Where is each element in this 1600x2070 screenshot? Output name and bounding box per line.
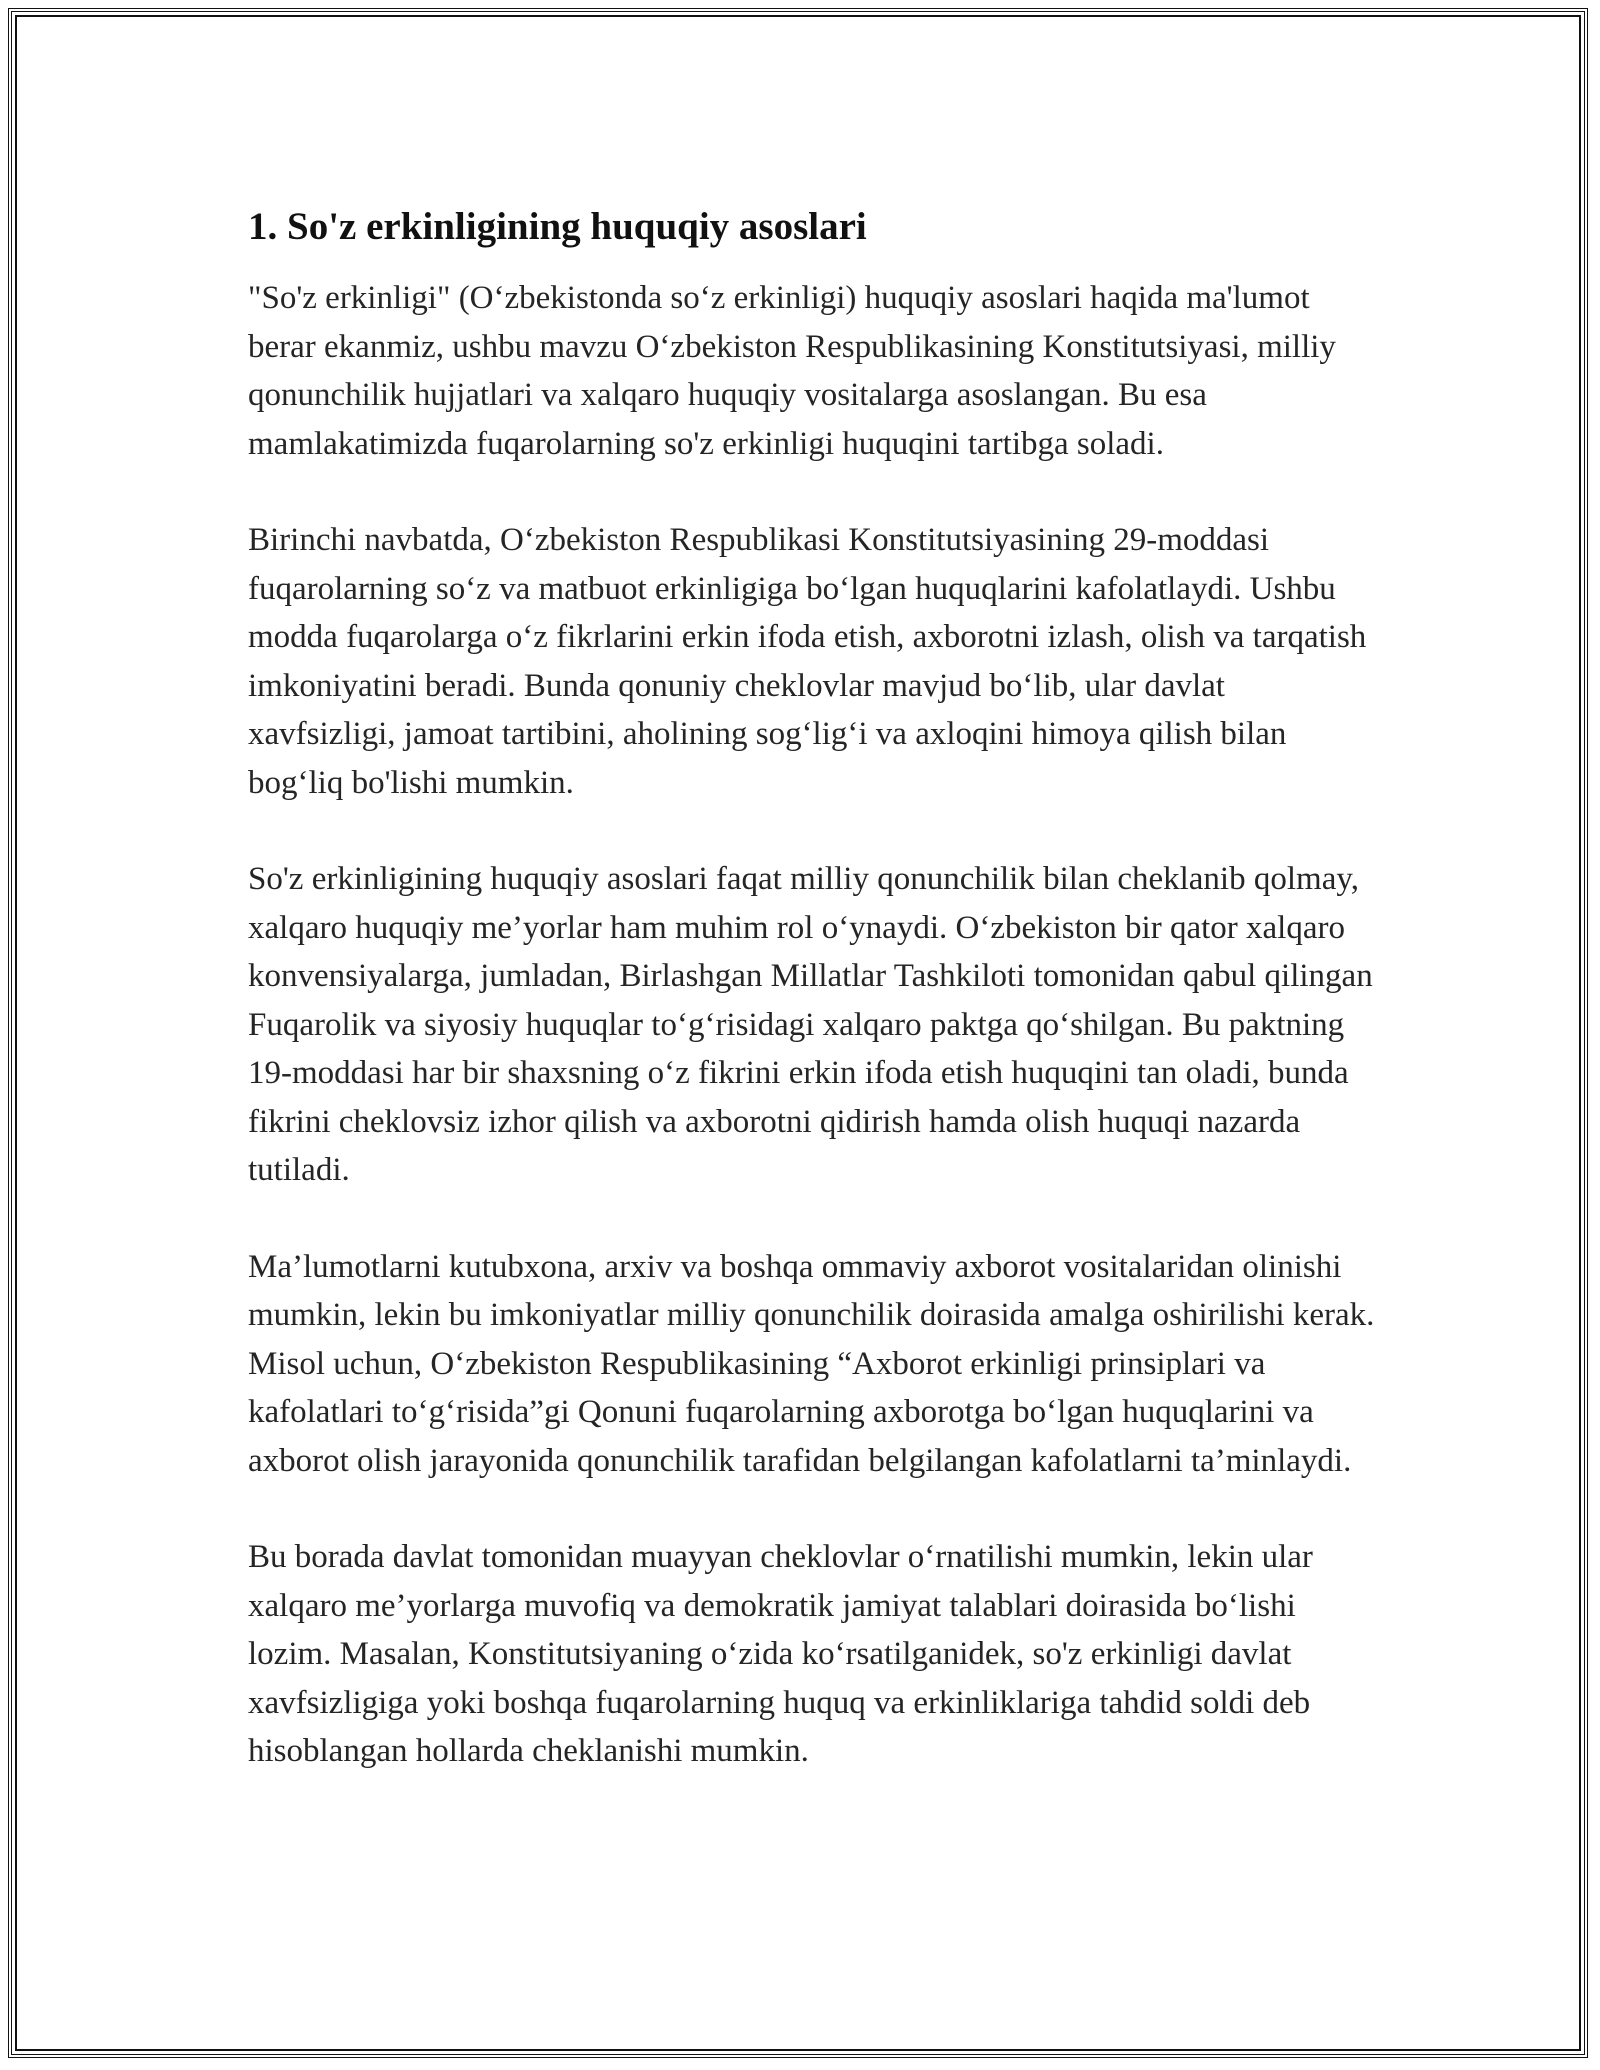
paragraph-5: Bu borada davlat tomonidan muayyan cheklovlar o‘rnatilishi mumkin, lekin ular xalqaro me’yorlarga muvofiq va demokratik jamiyat talablari doirasida bo‘lishi lozim. Masalan, Konstitutsiyaning o‘zida ko‘rsatilganidek, so'z erkinligi davlat xavfsizligiga yoki boshqa fuqarolarning huquq va erkinliklariga tahdid soldi deb hisoblangan hollarda cheklanishi mumkin. [248, 1539, 1313, 1769]
section-title: 1. So'z erkinligining huquqiy asoslari [248, 205, 867, 248]
paragraph-3: So'z erkinligining huquqiy asoslari faqat milliy qonunchilik bilan cheklanib qolmay, xalqaro huquqiy me’yorlar ham muhim rol o‘ynaydi. O‘zbekiston bir qator xalqaro konvensiyalarga, jumladan, Birlashgan Millatlar Tashkiloti tomonidan qabul qilingan Fuqarolik va siyosiy huquqlar to‘g‘risidagi xalqaro paktga qo‘shilgan. Bu paktning 19-moddasi har bir shaxsning o‘z fikrini erkin ifoda etish huquqini tan oladi, bunda fikrini cheklovsiz izhor qilish va axborotni qidirish hamda olish huquqi nazarda tutiladi. [248, 861, 1373, 1188]
document-content [248, 202, 1378, 1824]
paragraph-4: Ma’lumotlarni kutubxona, arxiv va boshqa ommaviy axborot vositalaridan olinishi mumkin, lekin bu imkoniyatlar milliy qonunchilik doirasida amalga oshirilishi kerak. Misol uchun, O‘zbekiston Respublikasining “Axborot erkinligi prinsiplari va kafolatlari to‘g‘risida”gi Qonuni fuqarolarning axborotga bo‘lgan huquqlarini va axborot olish jarayonida qonunchilik tarafidan belgilangan kafolatlarni ta’minlaydi. [248, 1248, 1375, 1479]
page-border [8, 8, 1588, 2058]
paragraph-1: "So'z erkinligi" (O‘zbekistonda so‘z erkinligi) huquqiy asoslari haqida ma'lumot berar ekanmiz, ushbu mavzu O‘zbekiston Respublikasining Konstitutsiyasi, milliy qonunchilik hujjatlari va xalqaro huquqiy vositalarga asoslangan. Bu esa mamlakatimizda fuqarolarning so'z erkinligi huquqini tartibga soladi. [248, 280, 1336, 462]
paragraph-2: Birinchi navbatda, O‘zbekiston Respublikasi Konstitutsiyasining 29-moddasi fuqarolarning so‘z va matbuot erkinligiga bo‘lgan huquqlarini kafolatlaydi. Ushbu modda fuqarolarga o‘z fikrlarini erkin ifoda etish, axborotni izlash, olish va tarqatish imkoniyatini beradi. Bunda qonuniy cheklovlar mavjud bo‘lib, ular davlat xavfsizligi, jamoat tartibini, aholining sog‘lig‘i va axloqini himoya qilish bilan bog‘liq bo'lishi mumkin. [248, 522, 1367, 801]
